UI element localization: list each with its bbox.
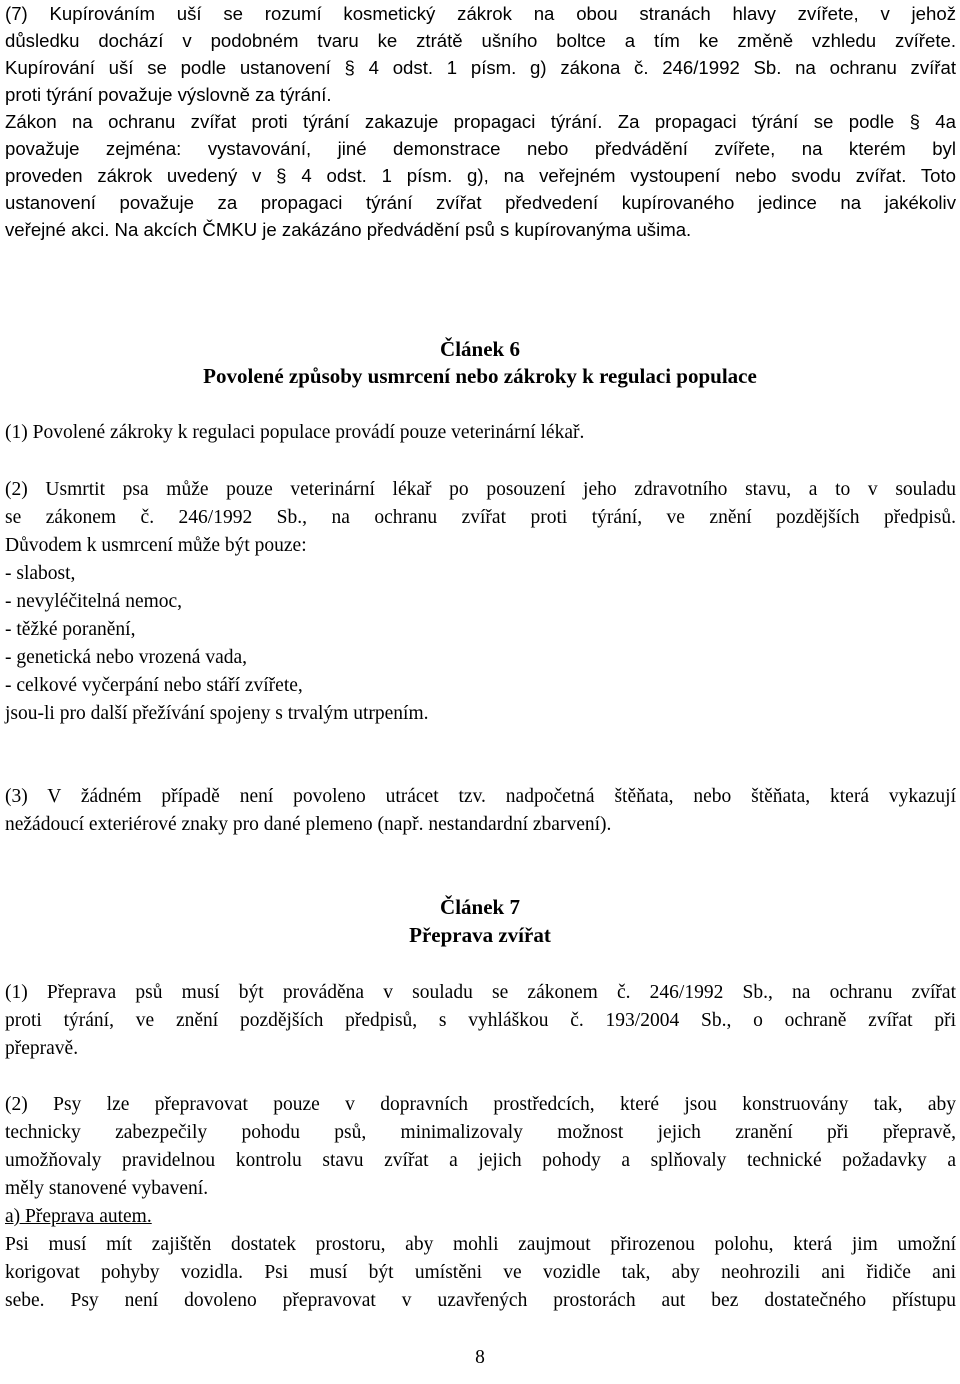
article-number: Článek 7: [440, 895, 520, 919]
text-line: měly stanovené vybavení.: [5, 1178, 209, 1199]
subsection-heading: a) Přeprava autem.: [5, 1206, 152, 1227]
text-line: (1) Povolené zákroky k regulaci populace provádí pouze veterinární lékař.: [5, 422, 585, 443]
text-line: (3) V žádném případě není povoleno utrácet tzv. nadpočetná štěňata, nebo štěňata, která vykazují: [5, 786, 956, 807]
text-line: Psi musí mít zajištěn dostatek prostoru, aby mohli zaujmout přirozenou polohu, která jim umožní: [5, 1234, 956, 1255]
text-line: (1) Přeprava psů musí být prováděna v souladu se zákonem č. 246/1992 Sb., na ochranu zvířat: [5, 982, 956, 1003]
text-line: veřejné akci. Na akcích ČMKU je zakázáno předvádění psů s kupírovanýma ušima.: [5, 219, 692, 240]
text-line: se zákonem č. 246/1992 Sb., na ochranu zvířat proti týrání, ve znění pozdějších předpisů.: [5, 507, 956, 528]
text-line: (2) Usmrtit psa může pouze veterinární lékař po posouzení jeho zdravotního stavu, a to v souladu: [5, 479, 956, 500]
article-number: Článek 6: [440, 337, 520, 361]
list-item: - genetická nebo vrozená vada,: [5, 647, 247, 668]
text-line: ustanovení považuje za propagaci týrání zvířat předvedení kupírovaného jedince na jakékoliv: [5, 192, 956, 213]
text-line: Zákon na ochranu zvířat proti týrání zakazuje propagaci týrání. Za propagaci týrání se podle § 4a: [5, 111, 956, 132]
text-line: technicky zabezpečily pohodu psů, minimalizovaly možnost jejich zranění při přepravě,: [5, 1122, 956, 1143]
text-line: korigovat pohyby vozidla. Psi musí být umístěni ve vozidle tak, aby neohrozili ani řidiče ani: [5, 1262, 956, 1283]
text-line: proti týrání považuje výslovně za týrání.: [5, 84, 332, 105]
page-number: 8: [475, 1347, 485, 1368]
text-line: proveden zákrok uvedený v § 4 odst. 1 písm. g), na veřejném vystoupení nebo svodu zvířat. Toto: [5, 165, 956, 186]
text-line: důsledku dochází v podobném tvaru ke ztrátě ušního boltce a tím ke změně vzhledu zvířete.: [5, 30, 956, 51]
article-title: Povolené způsoby usmrcení nebo zákroky k regulaci populace: [203, 364, 757, 388]
text-line: Kupírování uší se podle ustanovení § 4 odst. 1 písm. g) zákona č. 246/1992 Sb. na ochranu zvířat: [5, 57, 956, 78]
list-item: - slabost,: [5, 563, 76, 584]
text-line: umožňovaly pravidelnou kontrolu stavu zvířat a jejich pohody a splňovaly technické požadavky a: [5, 1150, 956, 1171]
text-line: sebe. Psy není dovoleno přepravovat v uzavřených prostorách aut bez dostatečného přístupu: [5, 1290, 956, 1311]
text-line: proti týrání, ve znění pozdějších předpisů, s vyhláškou č. 193/2004 Sb., o ochraně zvířat při: [5, 1010, 956, 1031]
text-line: považuje zejména: vystavování, jiné demonstrace nebo předvádění zvířete, na kterém byl: [5, 138, 956, 159]
text-line: nežádoucí exteriérové znaky pro dané plemeno (např. nestandardní zbarvení).: [5, 814, 612, 835]
list-item: - celkové vyčerpání nebo stáří zvířete,: [5, 675, 303, 696]
text-line: (7) Kupírováním uší se rozumí kosmetický zákrok na obou stranách hlavy zvířete, v jehož: [5, 3, 956, 24]
text-line: přepravě.: [5, 1038, 79, 1059]
list-item: - nevyléčitelná nemoc,: [5, 591, 183, 612]
text-line: (2) Psy lze přepravovat pouze v dopravních prostředcích, které jsou konstruovány tak, aby: [5, 1094, 956, 1115]
list-item: - těžké poranění,: [5, 619, 136, 640]
text-line: Důvodem k usmrcení může být pouze:: [5, 535, 307, 556]
article-title: Přeprava zvířat: [409, 923, 551, 947]
text-line: jsou-li pro další přežívání spojeny s trvalým utrpením.: [5, 703, 429, 724]
